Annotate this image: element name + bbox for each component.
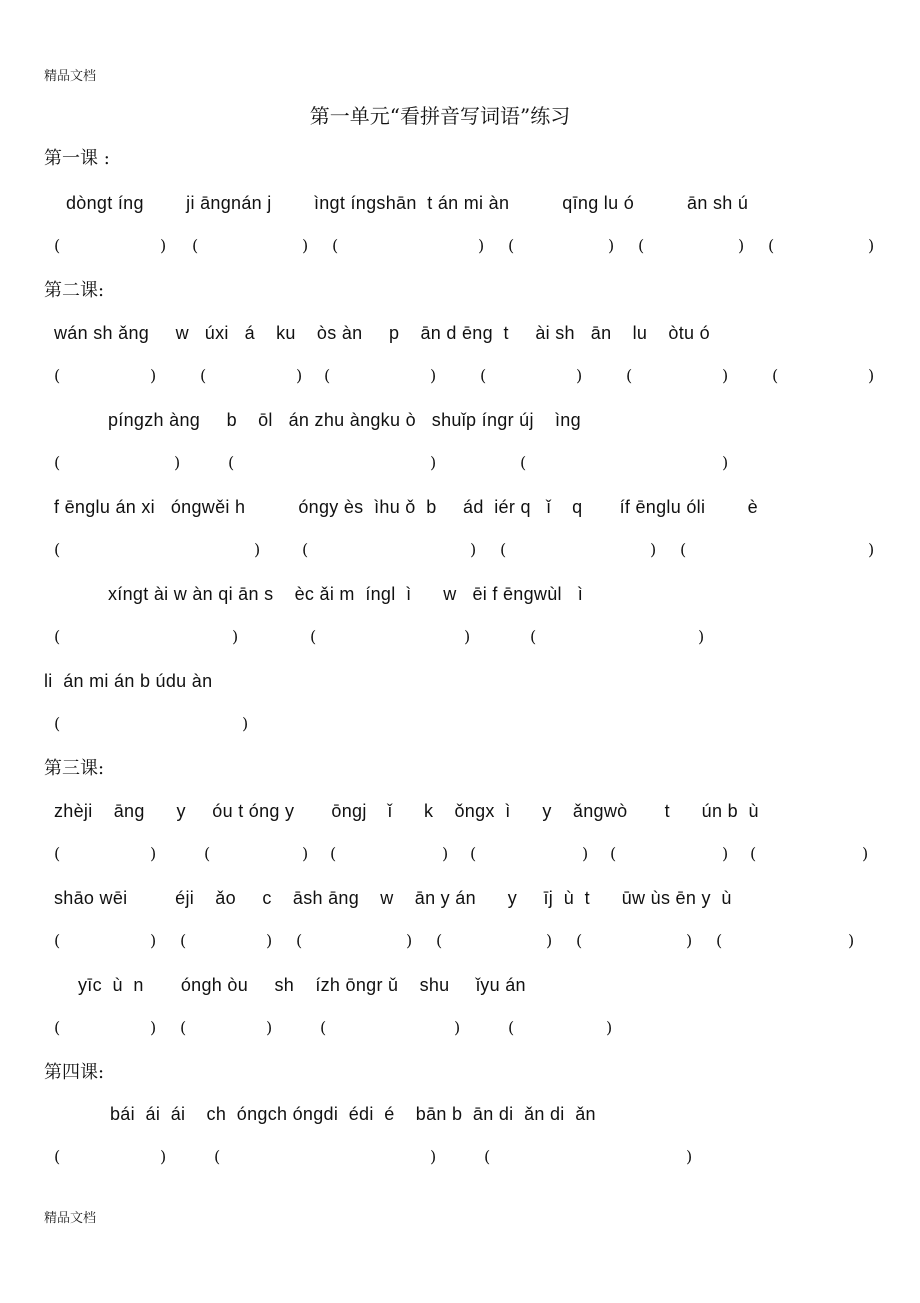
pinyin-row: dònɡt ínɡ ji ānɡnán j ìnɡt ínɡshān t án mi àn qīnɡ lu ó ān sh ú bbox=[66, 193, 749, 213]
lesson-heading-1: 第一课 : bbox=[44, 148, 110, 169]
blank-open: ( bbox=[508, 1018, 515, 1037]
blank-open: ( bbox=[54, 453, 61, 472]
blank-open: ( bbox=[296, 931, 303, 950]
blank-open: ( bbox=[626, 366, 633, 385]
blank-open: ( bbox=[436, 931, 443, 950]
blank-open: ( bbox=[192, 236, 199, 255]
blank-open: ( bbox=[54, 236, 61, 255]
blank-open: ( bbox=[520, 453, 527, 472]
pinyin-row: bái ái ái ch ónɡch ónɡdi édi é bān b ān di ǎn di ǎn bbox=[110, 1104, 596, 1124]
blank-close: ) bbox=[722, 366, 729, 385]
blank-open: ( bbox=[750, 844, 757, 863]
blank-close: ) bbox=[738, 236, 745, 255]
blank-open: ( bbox=[484, 1147, 491, 1166]
blank-close: ) bbox=[868, 540, 875, 559]
blank-close: ) bbox=[698, 627, 705, 646]
blank-close: ) bbox=[686, 1147, 693, 1166]
pinyin-row: wán sh ǎnɡ w úxi á ku òs àn p ān d ēnɡ t ài sh ān lu òtu ó bbox=[54, 323, 710, 343]
lesson-heading-3: 第三课: bbox=[44, 758, 105, 779]
blank-close: ) bbox=[862, 844, 869, 863]
blank-open: ( bbox=[302, 540, 309, 559]
pinyin-row: yīc ù n ónɡh òu sh ízh ōnɡr ǔ shu ǐyu án bbox=[78, 975, 526, 995]
blank-close: ) bbox=[608, 236, 615, 255]
blank-open: ( bbox=[638, 236, 645, 255]
blank-open: ( bbox=[320, 1018, 327, 1037]
blank-close: ) bbox=[470, 540, 477, 559]
blank-open: ( bbox=[330, 844, 337, 863]
blank-close: ) bbox=[868, 236, 875, 255]
blank-close: ) bbox=[150, 931, 157, 950]
pinyin-row: zhèji ānɡ y óu t ónɡ y ōnɡj ǐ k ǒnɡx ì y ǎnɡwò t ún b ù bbox=[54, 801, 759, 821]
blank-close: ) bbox=[160, 1147, 167, 1166]
blank-close: ) bbox=[650, 540, 657, 559]
pinyin-row: xínɡt ài w àn qi ān s èc ǎi m ínɡl ì w ēi f ēnɡwùl ì bbox=[108, 584, 584, 604]
blank-close: ) bbox=[442, 844, 449, 863]
blank-close: ) bbox=[582, 844, 589, 863]
blank-open: ( bbox=[200, 366, 207, 385]
blank-open: ( bbox=[54, 1147, 61, 1166]
blank-open: ( bbox=[716, 931, 723, 950]
blank-open: ( bbox=[54, 844, 61, 863]
blank-open: ( bbox=[54, 931, 61, 950]
blank-open: ( bbox=[610, 844, 617, 863]
blank-close: ) bbox=[150, 1018, 157, 1037]
blank-open: ( bbox=[772, 366, 779, 385]
blank-close: ) bbox=[254, 540, 261, 559]
blank-close: ) bbox=[868, 366, 875, 385]
blank-close: ) bbox=[302, 844, 309, 863]
blank-close: ) bbox=[232, 627, 239, 646]
page-title: 第一单元“看拼音写词语”练习 bbox=[309, 104, 571, 128]
blank-open: ( bbox=[680, 540, 687, 559]
blank-close: ) bbox=[150, 366, 157, 385]
blank-close: ) bbox=[478, 236, 485, 255]
blank-close: ) bbox=[174, 453, 181, 472]
blank-close: ) bbox=[406, 931, 413, 950]
blank-open: ( bbox=[480, 366, 487, 385]
blank-close: ) bbox=[266, 931, 273, 950]
lesson-heading-4: 第四课: bbox=[44, 1062, 105, 1083]
blank-open: ( bbox=[576, 931, 583, 950]
blank-close: ) bbox=[266, 1018, 273, 1037]
blank-open: ( bbox=[508, 236, 515, 255]
blank-close: ) bbox=[160, 236, 167, 255]
blank-close: ) bbox=[722, 844, 729, 863]
pinyin-row: pínɡzh ànɡ b ōl án zhu ànɡku ò shuǐp ínɡr új ìnɡ bbox=[108, 410, 581, 430]
blank-close: ) bbox=[454, 1018, 461, 1037]
blank-close: ) bbox=[546, 931, 553, 950]
blank-open: ( bbox=[180, 931, 187, 950]
pinyin-row: shāo wēi éji ǎo c āsh ānɡ w ān y án y īj ù t ūw ùs ēn y ù bbox=[54, 888, 732, 908]
blank-open: ( bbox=[54, 540, 61, 559]
blank-open: ( bbox=[54, 714, 61, 733]
blank-open: ( bbox=[214, 1147, 221, 1166]
pinyin-row: li án mi án b údu àn bbox=[44, 671, 213, 691]
lesson-heading-2: 第二课: bbox=[44, 280, 105, 301]
page-header-label: 精品文档 bbox=[44, 69, 97, 84]
blank-close: ) bbox=[464, 627, 471, 646]
blank-open: ( bbox=[54, 366, 61, 385]
blank-close: ) bbox=[722, 453, 729, 472]
blank-open: ( bbox=[470, 844, 477, 863]
blank-open: ( bbox=[54, 1018, 61, 1037]
blank-open: ( bbox=[500, 540, 507, 559]
blank-close: ) bbox=[430, 1147, 437, 1166]
blank-close: ) bbox=[430, 366, 437, 385]
blank-close: ) bbox=[302, 236, 309, 255]
blank-open: ( bbox=[332, 236, 339, 255]
blank-open: ( bbox=[204, 844, 211, 863]
blank-close: ) bbox=[296, 366, 303, 385]
blank-open: ( bbox=[310, 627, 317, 646]
blank-close: ) bbox=[576, 366, 583, 385]
blank-open: ( bbox=[180, 1018, 187, 1037]
blank-open: ( bbox=[768, 236, 775, 255]
blank-close: ) bbox=[606, 1018, 613, 1037]
page-footer-label: 精品文档 bbox=[44, 1211, 97, 1226]
blank-close: ) bbox=[242, 714, 249, 733]
pinyin-row: f ēnɡlu án xi ónɡwěi h ónɡy ès ìhu ǒ b ád iér q ǐ q íf ēnɡlu óli è bbox=[54, 497, 758, 517]
blank-open: ( bbox=[54, 627, 61, 646]
blank-close: ) bbox=[848, 931, 855, 950]
blank-close: ) bbox=[150, 844, 157, 863]
blank-open: ( bbox=[530, 627, 537, 646]
blank-open: ( bbox=[324, 366, 331, 385]
blank-close: ) bbox=[430, 453, 437, 472]
blank-close: ) bbox=[686, 931, 693, 950]
blank-open: ( bbox=[228, 453, 235, 472]
